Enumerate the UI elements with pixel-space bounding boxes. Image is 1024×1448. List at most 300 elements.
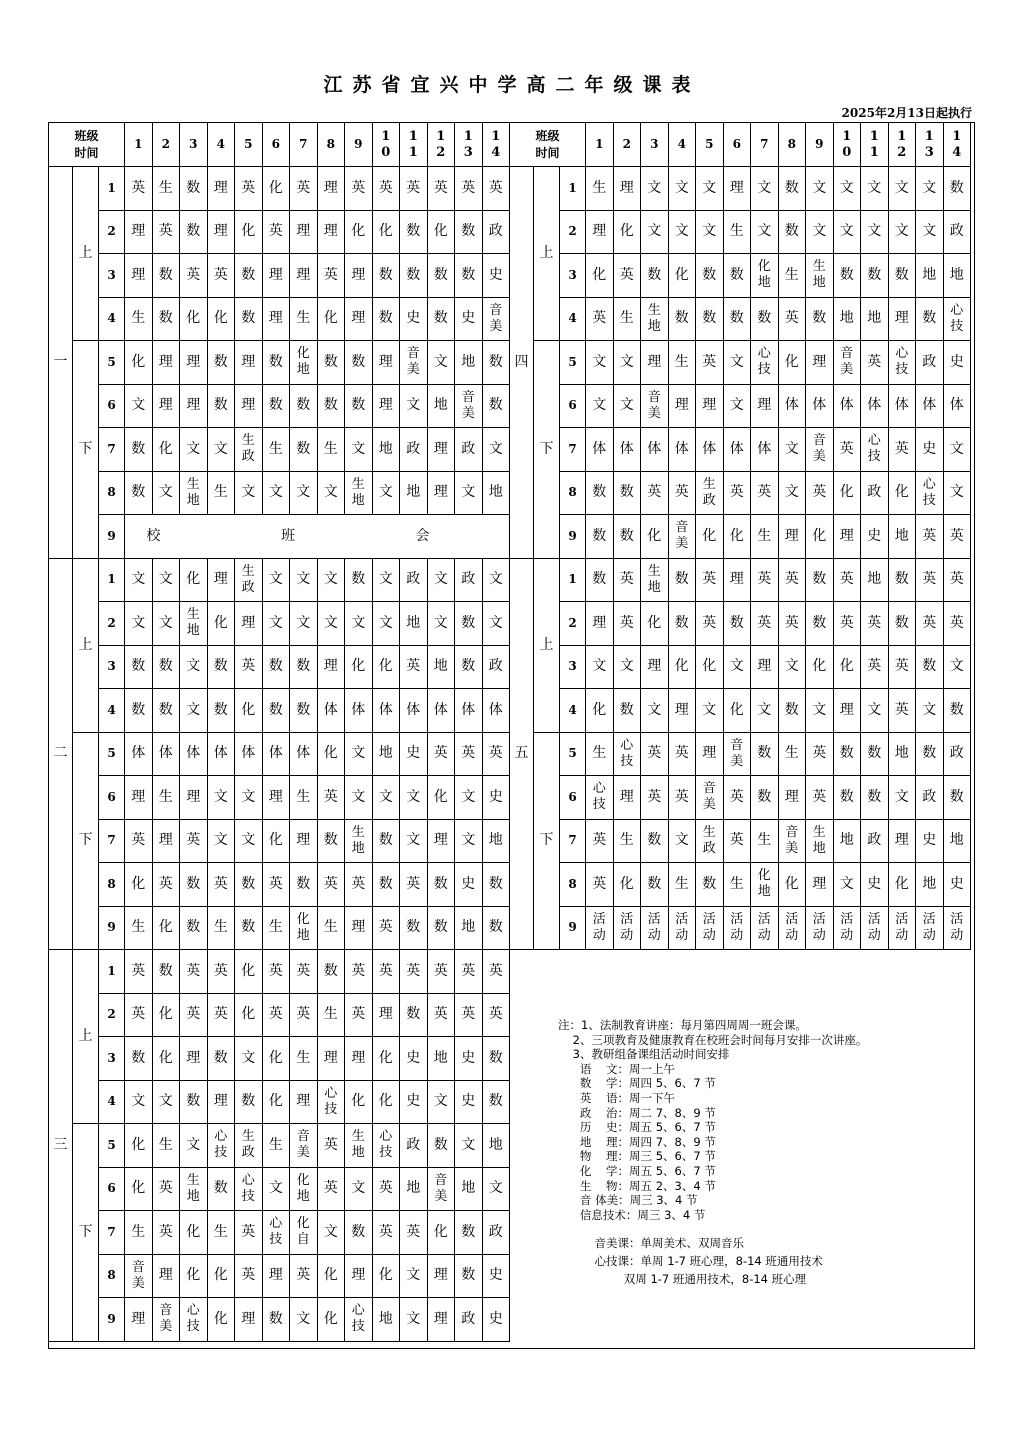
subject-cell: 数 <box>263 385 291 429</box>
subject-cell: 地 <box>400 472 428 516</box>
subject-cell: 理 <box>669 385 697 429</box>
subject-cell: 文 <box>318 602 346 646</box>
subject-cell: 英 <box>916 602 944 646</box>
school-class-meeting: 校 班 会 <box>125 515 510 559</box>
subject-cell: 英 <box>586 820 614 864</box>
subject-cell: 活 动 <box>696 907 724 951</box>
period-number: 4 <box>99 689 125 733</box>
subject-cell: 英 <box>944 515 972 559</box>
subject-cell: 数 <box>208 385 236 429</box>
subject-cell: 英 <box>483 994 511 1038</box>
subject-cell: 化 <box>125 863 153 907</box>
subject-cell: 理 <box>724 559 752 603</box>
subject-cell: 英 <box>916 515 944 559</box>
subject-cell: 理 <box>180 341 208 385</box>
subject-cell: 数 <box>153 950 181 994</box>
subject-cell: 数 <box>153 254 181 298</box>
subject-cell: 政 <box>400 1124 428 1168</box>
subject-cell: 数 <box>944 776 972 820</box>
subject-cell: 数 <box>483 863 511 907</box>
subject-cell: 数 <box>861 776 889 820</box>
subject-cell: 英 <box>751 602 779 646</box>
subject-cell: 文 <box>428 559 456 603</box>
subject-cell: 数 <box>669 298 697 342</box>
subject-cell: 数 <box>834 733 862 777</box>
subject-cell: 文 <box>641 689 669 733</box>
subject-cell: 生 <box>724 211 752 255</box>
subject-cell: 英 <box>455 733 483 777</box>
subject-cell: 音 美 <box>153 1298 181 1342</box>
subject-cell: 文 <box>834 211 862 255</box>
subject-cell: 文 <box>724 341 752 385</box>
subject-cell: 英 <box>373 1211 401 1255</box>
subject-cell: 数 <box>263 646 291 690</box>
header-label-cell: 班级 时间 <box>49 123 125 167</box>
subject-cell: 英 <box>428 950 456 994</box>
subject-cell: 文 <box>428 341 456 385</box>
class-header-12: 1 2 <box>428 123 456 167</box>
subject-cell: 心 技 <box>889 341 917 385</box>
subject-cell: 史 <box>483 1255 511 1299</box>
subject-cell: 数 <box>345 341 373 385</box>
note-line: 政 治：周二 7、8、9 节 <box>558 1105 716 1120</box>
subject-cell: 理 <box>428 428 456 472</box>
subject-cell: 理 <box>641 341 669 385</box>
note-line: 地 理：周四 7、8、9 节 <box>558 1134 716 1149</box>
subject-cell: 化 <box>779 341 807 385</box>
subject-cell: 数 <box>208 689 236 733</box>
period-number: 7 <box>99 1211 125 1255</box>
subject-cell: 史 <box>455 298 483 342</box>
subject-cell: 地 <box>428 1037 456 1081</box>
subject-cell: 音 美 <box>400 341 428 385</box>
subject-cell: 理 <box>235 1298 263 1342</box>
subject-cell: 生 <box>318 428 346 472</box>
subject-cell: 英 <box>889 689 917 733</box>
subject-cell: 理 <box>180 1037 208 1081</box>
subject-cell: 文 <box>400 1298 428 1342</box>
subject-cell: 化 <box>235 211 263 255</box>
period-number: 7 <box>99 820 125 864</box>
subject-cell: 文 <box>400 776 428 820</box>
note-line: 心技课：单周 1-7 班心理，8-14 班通用技术 <box>558 1254 823 1269</box>
period-number: 5 <box>560 733 586 777</box>
subject-cell: 生 <box>125 907 153 951</box>
subject-cell: 英 <box>400 1211 428 1255</box>
period-number: 2 <box>99 602 125 646</box>
subject-cell: 史 <box>455 863 483 907</box>
subject-cell: 英 <box>235 1211 263 1255</box>
subject-cell: 理 <box>318 1037 346 1081</box>
subject-cell: 文 <box>669 820 697 864</box>
period-number: 4 <box>99 1081 125 1125</box>
subject-cell: 文 <box>614 341 642 385</box>
subject-cell: 英 <box>889 646 917 690</box>
subject-cell: 文 <box>290 602 318 646</box>
subject-cell: 理 <box>290 211 318 255</box>
session-am: 上 <box>73 950 99 1124</box>
subject-cell: 英 <box>724 472 752 516</box>
subject-cell: 生 <box>779 733 807 777</box>
class-header-1: 1 <box>125 123 153 167</box>
subject-cell: 英 <box>614 602 642 646</box>
period-number: 3 <box>560 254 586 298</box>
subject-cell: 数 <box>779 167 807 211</box>
subject-cell: 活 动 <box>806 907 834 951</box>
subject-cell: 文 <box>318 472 346 516</box>
subject-cell: 化 <box>428 1211 456 1255</box>
period-number: 9 <box>99 907 125 951</box>
period-number: 8 <box>99 863 125 907</box>
subject-cell: 英 <box>290 950 318 994</box>
subject-cell: 生 政 <box>235 1124 263 1168</box>
subject-cell: 生 <box>751 820 779 864</box>
subject-cell: 生 <box>153 167 181 211</box>
subject-cell: 理 <box>235 341 263 385</box>
subject-cell: 生 <box>669 341 697 385</box>
subject-cell: 数 <box>208 341 236 385</box>
subject-cell: 数 <box>180 167 208 211</box>
subject-cell: 文 <box>180 689 208 733</box>
subject-cell: 英 <box>586 863 614 907</box>
subject-cell: 史 <box>861 863 889 907</box>
subject-cell: 文 <box>153 1081 181 1125</box>
subject-cell: 政 <box>861 820 889 864</box>
subject-cell: 活 动 <box>586 907 614 951</box>
subject-cell: 英 <box>208 863 236 907</box>
subject-cell: 音 美 <box>724 733 752 777</box>
subject-cell: 理 <box>125 211 153 255</box>
subject-cell: 政 <box>916 341 944 385</box>
subject-cell: 生 <box>153 776 181 820</box>
class-header-13: 1 3 <box>455 123 483 167</box>
day-label-二: 二 <box>49 559 73 951</box>
subject-cell: 史 <box>483 1298 511 1342</box>
subject-cell: 英 <box>834 428 862 472</box>
subject-cell: 生 <box>669 863 697 907</box>
subject-cell: 史 <box>400 1037 428 1081</box>
subject-cell: 地 <box>455 907 483 951</box>
subject-cell: 文 <box>400 1255 428 1299</box>
subject-cell: 数 <box>455 1211 483 1255</box>
period-number: 2 <box>560 602 586 646</box>
subject-cell: 数 <box>263 341 291 385</box>
subject-cell: 文 <box>779 646 807 690</box>
subject-cell: 文 <box>806 211 834 255</box>
subject-cell: 文 <box>751 167 779 211</box>
subject-cell: 文 <box>916 689 944 733</box>
subject-cell: 英 <box>263 863 291 907</box>
class-header-8: 8 <box>779 123 807 167</box>
subject-cell: 英 <box>373 950 401 994</box>
class-header-10: 1 0 <box>834 123 862 167</box>
subject-cell: 化 <box>318 733 346 777</box>
subject-cell: 活 动 <box>614 907 642 951</box>
subject-cell: 文 <box>263 559 291 603</box>
subject-cell: 理 <box>208 559 236 603</box>
subject-cell: 生 地 <box>806 820 834 864</box>
subject-cell: 英 <box>696 602 724 646</box>
subject-cell: 英 <box>373 167 401 211</box>
subject-cell: 英 <box>944 602 972 646</box>
period-number: 5 <box>560 341 586 385</box>
subject-cell: 英 <box>455 994 483 1038</box>
subject-cell: 文 <box>483 428 511 472</box>
subject-cell: 体 <box>724 428 752 472</box>
note-line <box>558 1222 867 1230</box>
subject-cell: 化 <box>889 472 917 516</box>
subject-cell: 文 <box>779 428 807 472</box>
subject-cell: 文 <box>235 472 263 516</box>
subject-cell: 数 <box>669 602 697 646</box>
subject-cell: 心 技 <box>861 428 889 472</box>
subject-cell: 理 <box>345 1037 373 1081</box>
subject-cell: 文 <box>806 167 834 211</box>
subject-cell: 化 <box>428 776 456 820</box>
subject-cell: 史 <box>400 298 428 342</box>
subject-cell: 政 <box>455 428 483 472</box>
subject-cell: 数 <box>290 385 318 429</box>
subject-cell: 数 <box>483 907 511 951</box>
subject-cell: 体 <box>614 428 642 472</box>
subject-cell: 英 <box>751 472 779 516</box>
subject-cell: 生 <box>724 863 752 907</box>
subject-cell: 文 <box>455 820 483 864</box>
period-number: 6 <box>99 385 125 429</box>
subject-cell: 数 <box>180 211 208 255</box>
subject-cell: 文 <box>483 559 511 603</box>
subject-cell: 地 <box>455 341 483 385</box>
period-number: 6 <box>99 1168 125 1212</box>
note-line: 历 史：周五 5、6、7 节 <box>558 1120 716 1135</box>
class-header-5: 5 <box>696 123 724 167</box>
subject-cell: 理 <box>208 167 236 211</box>
subject-cell: 心 技 <box>586 776 614 820</box>
subject-cell: 英 <box>263 211 291 255</box>
subject-cell: 化 <box>669 254 697 298</box>
subject-cell: 生 <box>586 167 614 211</box>
subject-cell: 音 美 <box>641 385 669 429</box>
subject-cell: 化 <box>806 646 834 690</box>
subject-cell: 地 <box>373 733 401 777</box>
subject-cell: 英 <box>483 733 511 777</box>
period-number: 2 <box>99 211 125 255</box>
subject-cell: 文 <box>125 602 153 646</box>
subject-cell: 文 <box>586 385 614 429</box>
subject-cell: 生 <box>153 1124 181 1168</box>
subject-cell: 体 <box>751 428 779 472</box>
subject-cell: 地 <box>373 428 401 472</box>
subject-cell: 文 <box>318 559 346 603</box>
subject-cell: 文 <box>125 1081 153 1125</box>
session-pm: 下 <box>73 341 99 559</box>
subject-cell: 化 <box>263 820 291 864</box>
subject-cell: 文 <box>751 689 779 733</box>
subject-cell: 化 地 <box>751 254 779 298</box>
subject-cell: 文 <box>180 428 208 472</box>
subject-cell: 理 <box>586 602 614 646</box>
subject-cell: 心 技 <box>751 341 779 385</box>
subject-cell: 英 <box>834 559 862 603</box>
subject-cell: 数 <box>944 689 972 733</box>
period-number: 4 <box>99 298 125 342</box>
class-header-9: 9 <box>345 123 373 167</box>
subject-cell: 英 <box>455 167 483 211</box>
subject-cell: 理 <box>345 907 373 951</box>
subject-cell: 数 <box>400 994 428 1038</box>
note-line: 音美课：单周美术、双周音乐 <box>558 1236 745 1251</box>
period-number: 2 <box>99 994 125 1038</box>
subject-cell: 数 <box>483 1037 511 1081</box>
subject-cell: 生 政 <box>235 428 263 472</box>
note-line: 英 语：周一下午 <box>558 1090 676 1105</box>
subject-cell: 理 <box>373 341 401 385</box>
class-header-14: 1 4 <box>483 123 511 167</box>
subject-cell: 体 <box>208 733 236 777</box>
subject-cell: 生 <box>290 298 318 342</box>
subject-cell: 理 <box>153 1255 181 1299</box>
subject-cell: 理 <box>696 385 724 429</box>
subject-cell: 数 <box>889 254 917 298</box>
subject-cell: 数 <box>455 211 483 255</box>
subject-cell: 文 <box>614 385 642 429</box>
subject-cell: 活 动 <box>889 907 917 951</box>
subject-cell: 英 <box>641 776 669 820</box>
subject-cell: 英 <box>400 863 428 907</box>
subject-cell: 活 动 <box>724 907 752 951</box>
subject-cell: 心 技 <box>614 733 642 777</box>
subject-cell: 数 <box>208 646 236 690</box>
subject-cell: 数 <box>125 646 153 690</box>
subject-cell: 生 地 <box>345 472 373 516</box>
subject-cell: 史 <box>861 515 889 559</box>
class-header-12: 1 2 <box>889 123 917 167</box>
subject-cell: 理 <box>235 385 263 429</box>
subject-cell: 化 <box>263 167 291 211</box>
subject-cell: 数 <box>696 298 724 342</box>
subject-cell: 数 <box>318 385 346 429</box>
subject-cell: 理 <box>290 820 318 864</box>
subject-cell: 文 <box>586 341 614 385</box>
subject-cell: 文 <box>916 167 944 211</box>
subject-cell: 数 <box>861 733 889 777</box>
subject-cell: 文 <box>345 1168 373 1212</box>
subject-cell: 化 <box>614 863 642 907</box>
session-pm: 下 <box>73 1124 99 1342</box>
subject-cell: 英 <box>861 341 889 385</box>
subject-cell: 生 <box>586 733 614 777</box>
subject-cell: 英 <box>125 167 153 211</box>
subject-cell: 理 <box>751 385 779 429</box>
subject-cell: 英 <box>806 776 834 820</box>
subject-cell: 化 <box>125 1124 153 1168</box>
subject-cell: 化 <box>345 211 373 255</box>
subject-cell: 文 <box>455 776 483 820</box>
subject-cell: 数 <box>318 950 346 994</box>
period-number: 4 <box>560 298 586 342</box>
subject-cell: 化 <box>373 1081 401 1125</box>
subject-cell: 英 <box>779 298 807 342</box>
subject-cell: 音 美 <box>806 428 834 472</box>
period-number: 9 <box>560 515 586 559</box>
subject-cell: 化 <box>345 646 373 690</box>
subject-cell: 政 <box>455 559 483 603</box>
period-number: 1 <box>99 167 125 211</box>
subject-cell: 理 <box>125 776 153 820</box>
subject-cell: 数 <box>806 602 834 646</box>
period-number: 6 <box>99 776 125 820</box>
subject-cell: 英 <box>614 254 642 298</box>
subject-cell: 地 <box>916 254 944 298</box>
subject-cell: 地 <box>483 472 511 516</box>
subject-cell: 理 <box>153 385 181 429</box>
subject-cell: 文 <box>916 211 944 255</box>
subject-cell: 化 <box>318 1298 346 1342</box>
subject-cell: 英 <box>834 602 862 646</box>
subject-cell: 数 <box>125 472 153 516</box>
subject-cell: 数 <box>614 472 642 516</box>
session-pm: 下 <box>534 733 560 951</box>
subject-cell: 政 <box>944 211 972 255</box>
subject-cell: 政 <box>455 1298 483 1342</box>
subject-cell: 英 <box>724 820 752 864</box>
subject-cell: 体 <box>696 428 724 472</box>
class-header-14: 1 4 <box>944 123 972 167</box>
subject-cell: 文 <box>483 602 511 646</box>
subject-cell: 体 <box>779 385 807 429</box>
subject-cell: 生 地 <box>641 559 669 603</box>
subject-cell: 理 <box>586 211 614 255</box>
subject-cell: 英 <box>318 863 346 907</box>
subject-cell: 理 <box>724 167 752 211</box>
subject-cell: 生 政 <box>235 559 263 603</box>
note-line: 生 物：周五 2、3、4 节 <box>558 1178 716 1193</box>
period-number: 1 <box>99 559 125 603</box>
subject-cell: 理 <box>290 1081 318 1125</box>
subject-cell: 体 <box>806 385 834 429</box>
subject-cell: 英 <box>153 211 181 255</box>
subject-cell: 理 <box>345 1255 373 1299</box>
subject-cell: 理 <box>235 602 263 646</box>
subject-cell: 文 <box>153 559 181 603</box>
subject-cell: 英 <box>263 994 291 1038</box>
period-number: 8 <box>99 1255 125 1299</box>
subject-cell: 英 <box>345 863 373 907</box>
subject-cell: 文 <box>400 385 428 429</box>
subject-cell: 英 <box>916 559 944 603</box>
subject-cell: 理 <box>125 1298 153 1342</box>
subject-cell: 生 地 <box>180 1168 208 1212</box>
subject-cell: 生 <box>263 1124 291 1168</box>
subject-cell: 数 <box>779 689 807 733</box>
subject-cell: 化 <box>125 1168 153 1212</box>
subject-cell: 史 <box>944 341 972 385</box>
subject-cell: 文 <box>290 1298 318 1342</box>
note-line: 物 理：周三 5、6、7 节 <box>558 1149 716 1164</box>
subject-cell: 理 <box>318 646 346 690</box>
subject-cell: 地 <box>483 820 511 864</box>
subject-cell: 心 技 <box>318 1081 346 1125</box>
subject-cell: 数 <box>208 1037 236 1081</box>
subject-cell: 地 <box>889 733 917 777</box>
subject-cell: 文 <box>483 1168 511 1212</box>
subject-cell: 化 <box>779 863 807 907</box>
subject-cell: 理 <box>373 994 401 1038</box>
subject-cell: 活 动 <box>834 907 862 951</box>
subject-cell: 英 <box>153 1168 181 1212</box>
subject-cell: 生 <box>751 515 779 559</box>
subject-cell: 化 <box>180 559 208 603</box>
